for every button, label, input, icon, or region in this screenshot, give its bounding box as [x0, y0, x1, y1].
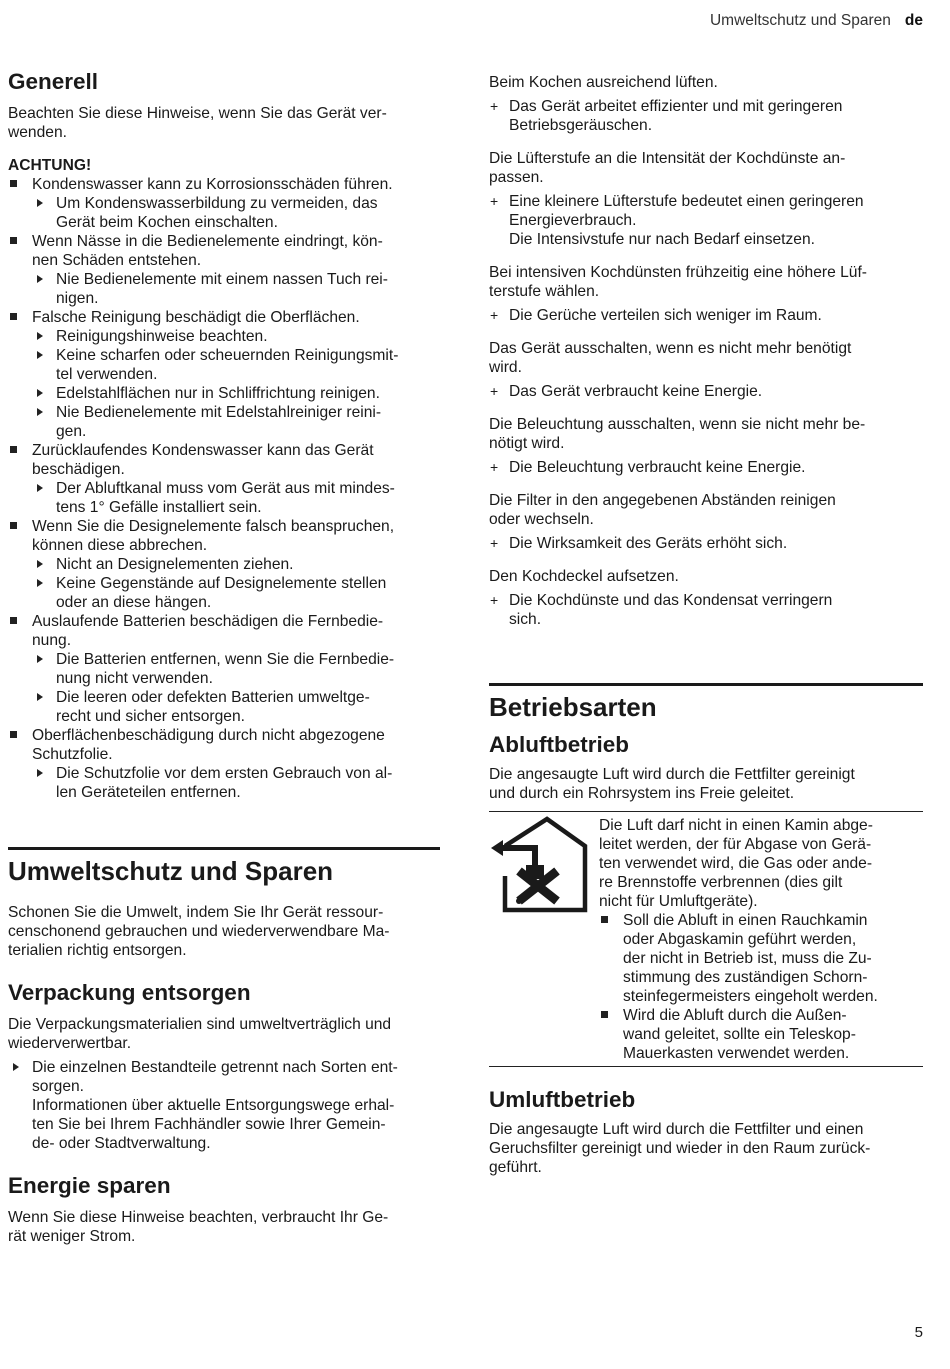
tip-text	[489, 149, 923, 187]
tip-result-list	[489, 97, 923, 135]
text-line: Die Verpackungsmaterialien sind umweltverträglich und	[8, 1016, 392, 1033]
text-line: nung nicht verwenden.	[56, 670, 213, 687]
section-betriebsarten	[489, 683, 923, 723]
text-line: und durch ein Rohrsystem ins Freie geleitet.	[489, 785, 795, 802]
text-line: re Brennstoffe verbrennen (dies gilt	[599, 874, 843, 891]
text-line: Die Batterien entfernen, wenn Sie die Fernbedie-	[56, 651, 395, 668]
text-line: Gerät beim Kochen einschalten.	[56, 214, 278, 231]
text-line: oder wechseln.	[489, 511, 594, 528]
text-line: stimmung des zuständigen Schorn-	[623, 969, 868, 986]
text-line: sorgen.	[32, 1078, 85, 1095]
tip-text	[489, 491, 923, 529]
action-step	[32, 688, 440, 726]
text-line: Nicht an Designelementen ziehen.	[56, 556, 294, 573]
generell-warning-list	[8, 175, 440, 802]
umweltschutz-intro	[8, 903, 440, 960]
action-step	[32, 574, 440, 612]
energie-intro	[8, 1208, 440, 1246]
warning-item	[8, 232, 440, 308]
text-line: Soll die Abluft in einen Rauchkamin	[623, 912, 868, 929]
tip-text	[489, 263, 923, 301]
text-line: Die Schutzfolie vor dem ersten Gebrauch von al-	[56, 765, 393, 782]
verpackung-steps	[8, 1058, 440, 1153]
text-line: Die Kochdünste und das Kondensat verringern	[509, 592, 833, 609]
text-line: Kondenswasser kann zu Korrosionsschäden führen.	[32, 176, 393, 193]
action-list	[32, 479, 440, 517]
header-section-title: Umweltschutz und Sparen	[709, 12, 891, 29]
verpackung-step	[8, 1058, 440, 1153]
action-step	[32, 384, 440, 403]
text-line: können diese abbrechen.	[32, 537, 208, 554]
tip-result-list	[489, 192, 923, 249]
page-number: 5	[914, 1324, 923, 1341]
tip-result	[489, 192, 923, 249]
text-line: Die Luft darf nicht in einen Kamin abge-	[599, 817, 873, 834]
heading-abluftbetrieb: Abluftbetrieb	[489, 732, 629, 757]
text-line: Um Kondenswasserbildung zu vermeiden, das	[56, 195, 378, 212]
left-column	[8, 68, 440, 1246]
tip-text	[489, 339, 923, 377]
heading-generell: Generell	[8, 69, 99, 94]
warning-item	[8, 441, 440, 517]
action-list	[32, 555, 440, 612]
action-step	[32, 327, 440, 346]
text-line: terialien richtig entsorgen.	[8, 942, 187, 959]
text-line: beschädigen.	[32, 461, 125, 478]
text-line: censchonend gebrauchen und wiederverwendbare Ma-	[8, 923, 390, 940]
action-list	[32, 327, 440, 441]
text-line: gen.	[56, 423, 87, 440]
tip-result	[489, 97, 923, 135]
text-line: leitet werden, der für Abgase von Gerä-	[599, 836, 872, 853]
text-line: Beim Kochen ausreichend lüften.	[489, 74, 718, 91]
text-line: Reinigungshinweise beachten.	[56, 328, 268, 345]
text-line: Die Beleuchtung verbraucht keine Energie.	[509, 459, 806, 476]
tip-text	[489, 415, 923, 453]
tip-result-list	[489, 306, 923, 325]
warning-item	[8, 308, 440, 441]
text-line: Schonen Sie die Umwelt, indem Sie Ihr Gerät ressour-	[8, 904, 384, 921]
text-line: Die einzelnen Bestandteile getrennt nach Sorten ent-	[32, 1059, 398, 1076]
warning-item	[8, 612, 440, 726]
heading-umweltschutz: Umweltschutz und Sparen	[8, 856, 334, 886]
text-line: de- oder Stadtverwaltung.	[32, 1135, 211, 1152]
text-line: Die angesaugte Luft wird durch die Fettfilter gereinigt	[489, 766, 855, 783]
text-line: Die Beleuchtung ausschalten, wenn sie nicht mehr be-	[489, 416, 866, 433]
text-line: ten Sie bei Ihrem Fachhändler sowie Ihrer Gemein-	[32, 1116, 386, 1133]
action-step	[32, 764, 440, 802]
text-line: len Geräteteilen entfernen.	[56, 784, 241, 801]
text-line: ten verwendet wird, die Gas oder ande-	[599, 855, 873, 872]
abluft-notice-list	[599, 911, 923, 1063]
text-line: recht und sicher entsorgen.	[56, 708, 245, 725]
energy-tip	[489, 491, 923, 553]
tip-result	[489, 382, 923, 401]
action-list	[32, 650, 440, 726]
running-header	[710, 11, 923, 30]
text-line: Bei intensiven Kochdünsten frühzeitig eine höhere Lüf-	[489, 264, 867, 281]
action-step	[32, 194, 440, 232]
action-step	[32, 555, 440, 574]
text-line: wiederverwertbar.	[8, 1035, 132, 1052]
text-line: Wenn Sie die Designelemente falsch beanspruchen,	[32, 518, 395, 535]
text-line: Wenn Sie diese Hinweise beachten, verbraucht Ihr Ge-	[8, 1209, 389, 1226]
text-line: rät weniger Strom.	[8, 1228, 136, 1245]
warning-item	[8, 517, 440, 612]
umluft-intro	[489, 1120, 923, 1177]
text-line: Die leeren oder defekten Batterien umweltge-	[56, 689, 370, 706]
warning-text	[32, 441, 440, 479]
heading-betriebsarten: Betriebsarten	[489, 692, 657, 722]
text-line: Mauerkasten verwendet werden.	[623, 1045, 850, 1062]
text-line: wand geleitet, sollte ein Teleskop-	[623, 1026, 856, 1043]
abluft-notice-item	[599, 911, 923, 1006]
action-step	[32, 650, 440, 688]
energy-tip	[489, 415, 923, 477]
text-line: nicht für Umluftgeräte).	[599, 893, 758, 910]
text-line: der nicht in Betrieb ist, muss die Zu-	[623, 950, 872, 967]
energy-tip	[489, 73, 923, 135]
text-line: Die Gerüche verteilen sich weniger im Raum.	[509, 307, 822, 324]
text-line: Betriebsgeräuschen.	[509, 117, 653, 134]
text-line: Eine kleinere Lüfterstufe bedeutet einen geringeren	[509, 193, 864, 210]
tip-result	[489, 534, 923, 553]
tip-text	[489, 73, 923, 92]
text-line: Das Gerät arbeitet effizienter und mit geringeren	[509, 98, 843, 115]
warning-text	[32, 517, 440, 555]
header-language-code: de	[904, 12, 923, 29]
text-line: geführt.	[489, 1159, 542, 1176]
text-line: passen.	[489, 169, 544, 186]
warning-item	[8, 726, 440, 802]
verpackung-intro	[8, 1015, 440, 1053]
warning-text	[32, 175, 440, 194]
text-line: tens 1° Gefälle installiert sein.	[56, 499, 262, 516]
text-line: Nie Bedienelemente mit einem nassen Tuch rei-	[56, 271, 388, 288]
abluft-notice-paragraph	[599, 816, 923, 911]
warning-item	[8, 175, 440, 232]
text-line: Nie Bedienelemente mit Edelstahlreiniger reini-	[56, 404, 382, 421]
tip-text	[489, 567, 923, 586]
abluft-intro	[489, 765, 923, 803]
action-list	[32, 270, 440, 308]
text-line: sich.	[509, 611, 542, 628]
text-line: steinfegermeisters eingeholt werden.	[623, 988, 878, 1005]
action-step	[32, 270, 440, 308]
tip-result	[489, 458, 923, 477]
text-line: nötigt wird.	[489, 435, 565, 452]
text-line: Beachten Sie diese Hinweise, wenn Sie das Gerät ver-	[8, 105, 387, 122]
energy-tips	[489, 73, 923, 629]
text-line: nigen.	[56, 290, 99, 307]
tip-result-list	[489, 382, 923, 401]
text-line: Die Intensivstufe nur nach Bedarf einsetzen.	[509, 231, 815, 248]
abluft-notice-text	[599, 816, 923, 1063]
action-step	[32, 403, 440, 441]
right-column	[489, 73, 923, 1177]
text-line: Wenn Nässe in die Bedienelemente eindringt, kön-	[32, 233, 383, 250]
heading-umluftbetrieb: Umluftbetrieb	[489, 1087, 636, 1112]
text-line: wird.	[489, 359, 522, 376]
text-line: oder Abgaskamin geführt werden,	[623, 931, 857, 948]
warning-text	[32, 308, 440, 327]
text-line: oder an diese hängen.	[56, 594, 212, 611]
heading-energie: Energie sparen	[8, 1173, 171, 1198]
text-line: wenden.	[8, 124, 67, 141]
abluft-notice-item	[599, 1006, 923, 1063]
text-line: Die Filter in den angegebenen Abständen reinigen	[489, 492, 836, 509]
text-line: Die Wirksamkeit des Geräts erhöht sich.	[509, 535, 788, 552]
text-line: Keine Gegenstände auf Designelemente stellen	[56, 575, 387, 592]
text-line: Geruchsfilter gereinigt und wieder in den Raum zurück-	[489, 1140, 871, 1157]
text-line: Den Kochdeckel aufsetzen.	[489, 568, 679, 585]
text-line: Auslaufende Batterien beschädigen die Fernbedie-	[32, 613, 384, 630]
warning-label: ACHTUNG!	[8, 157, 92, 174]
text-line: Die angesaugte Luft wird durch die Fettfilter und einen	[489, 1121, 864, 1138]
action-list	[32, 764, 440, 802]
text-line: terstufe wählen.	[489, 283, 600, 300]
text-line: Edelstahlflächen nur in Schliffrichtung reinigen.	[56, 385, 380, 402]
warning-text	[32, 612, 440, 650]
section-umweltschutz	[8, 847, 440, 887]
text-line: Informationen über aktuelle Entsorgungswege erhal-	[32, 1097, 395, 1114]
tip-result	[489, 591, 923, 629]
warning-text	[32, 232, 440, 270]
text-line: Wird die Abluft durch die Außen-	[623, 1007, 847, 1024]
text-line: nung.	[32, 632, 72, 649]
chimney-prohibited-icon	[489, 816, 599, 1063]
action-step	[32, 479, 440, 517]
text-line: Das Gerät ausschalten, wenn es nicht mehr benötigt	[489, 340, 852, 357]
text-line: Oberflächenbeschädigung durch nicht abgezogene	[32, 727, 385, 744]
text-line: Das Gerät verbraucht keine Energie.	[509, 383, 763, 400]
action-step	[32, 346, 440, 384]
energy-tip	[489, 263, 923, 325]
tip-result	[489, 306, 923, 325]
text-line: Energieverbrauch.	[509, 212, 637, 229]
text-line: Falsche Reinigung beschädigt die Oberflächen.	[32, 309, 360, 326]
text-line: Keine scharfen oder scheuernden Reinigungsmit-	[56, 347, 399, 364]
text-line: Zurücklaufendes Kondenswasser kann das Gerät	[32, 442, 374, 459]
text-line: tel verwenden.	[56, 366, 158, 383]
tip-result-list	[489, 591, 923, 629]
action-list	[32, 194, 440, 232]
text-line: Der Abluftkanal muss vom Gerät aus mit mindes-	[56, 480, 395, 497]
energy-tip	[489, 567, 923, 629]
tip-result-list	[489, 534, 923, 553]
energy-tip	[489, 149, 923, 249]
text-line: nen Schäden entstehen.	[32, 252, 202, 269]
abluft-notice-box	[489, 811, 923, 1067]
warning-text	[32, 726, 440, 764]
generell-intro	[8, 104, 440, 142]
text-line: Die Lüfterstufe an die Intensität der Kochdünste an-	[489, 150, 846, 167]
text-line: Schutzfolie.	[32, 746, 113, 763]
energy-tip	[489, 339, 923, 401]
heading-verpackung: Verpackung entsorgen	[8, 980, 251, 1005]
tip-result-list	[489, 458, 923, 477]
